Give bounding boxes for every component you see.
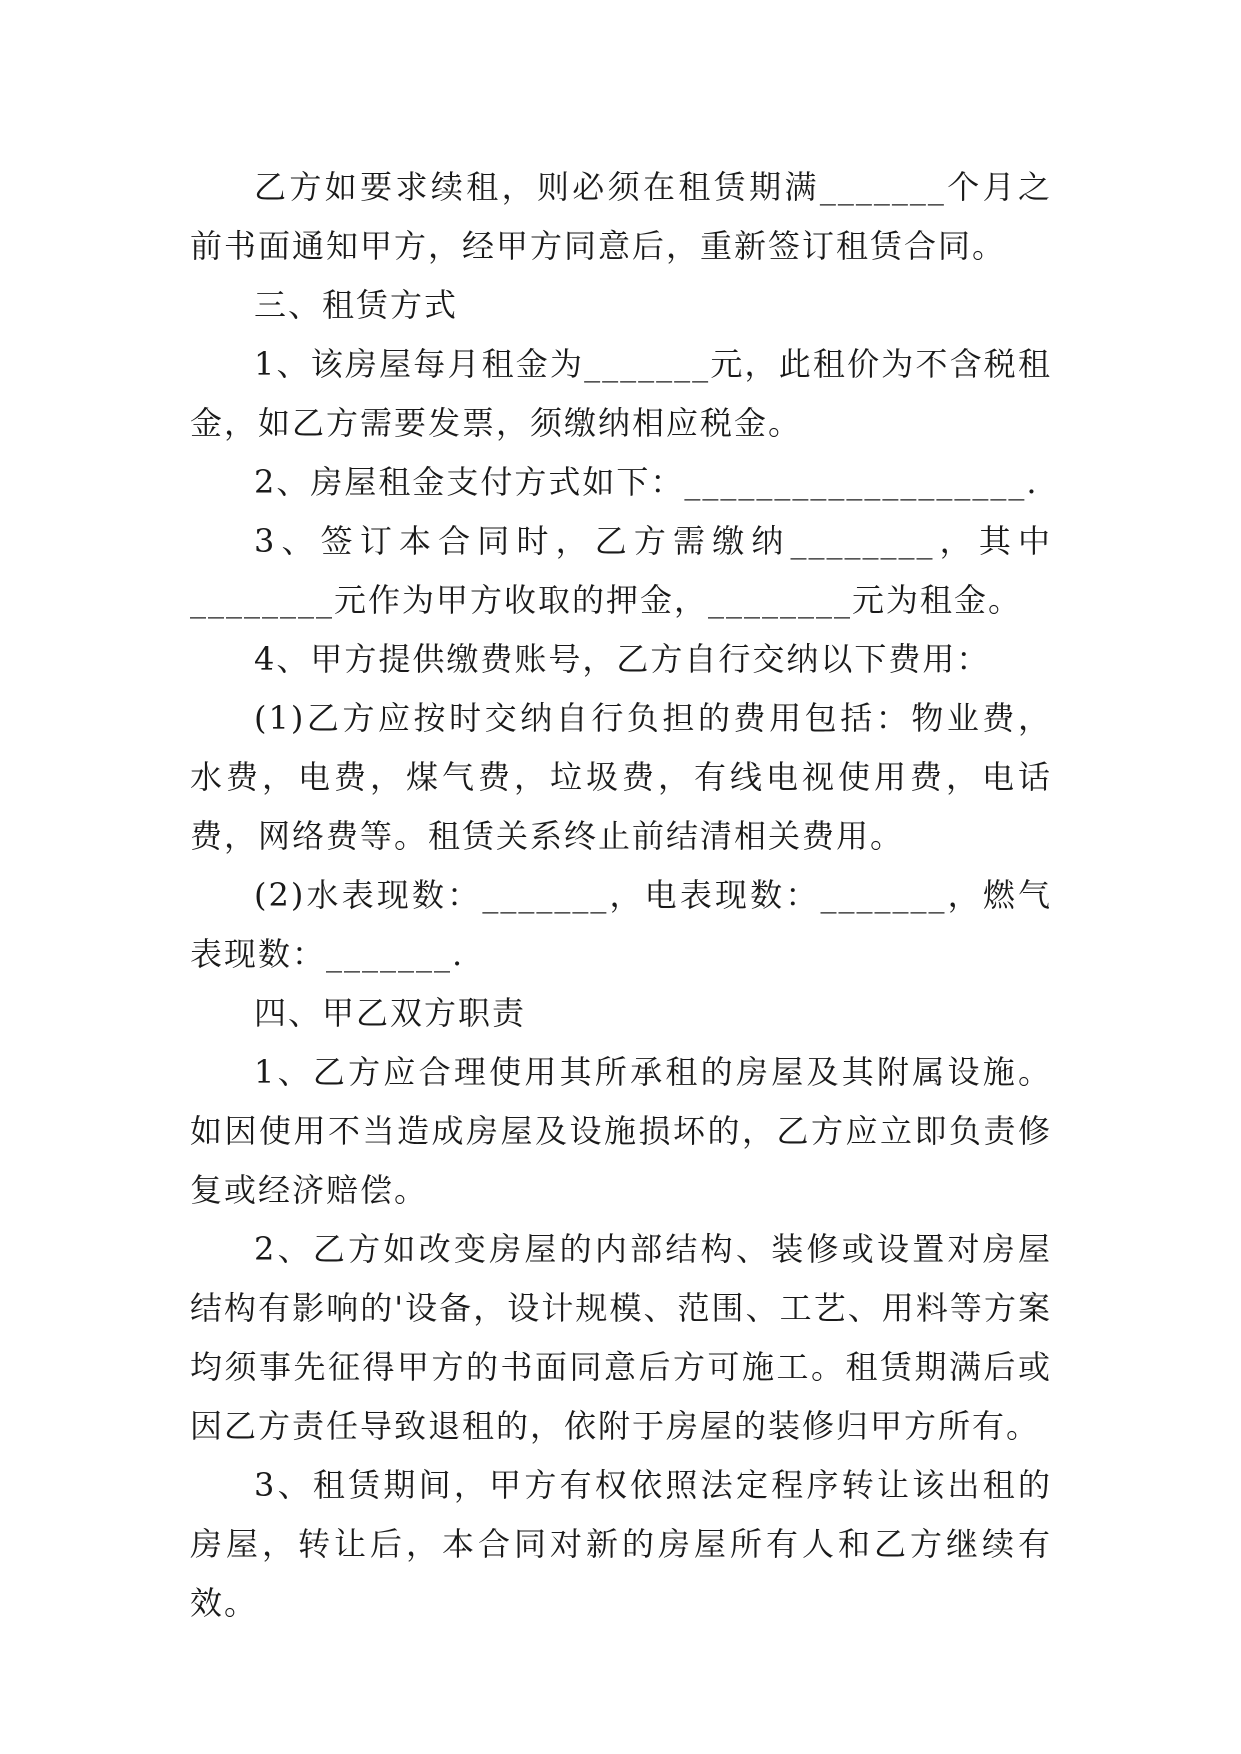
clause-alterations: 2、乙方如改变房屋的内部结构、装修或设置对房屋结构有影响的'设备，设计规模、范围、工艺、用料等方案均须事先征得甲方的书面同意后方可施工。租赁期满后或因乙方责任导致退租的，依附于房屋的装修归甲方所有。 (190, 1230, 1052, 1445)
clause-transfer: 3、租赁期间，甲方有权依照法定程序转让该出租的房屋，转让后，本合同对新的房屋所有人和乙方继续有效。 (190, 1466, 1052, 1622)
clause-payment-method: 2、房屋租金支付方式如下：___________________. (254, 463, 1039, 501)
clause-meter-readings: (2)水表现数：_______，电表现数：_______，燃气表现数：_______. (190, 876, 1052, 973)
clause-fees-list: (1)乙方应按时交纳自行负担的费用包括：物业费，水费，电费，煤气费，垃圾费，有线电视使用费，电话费，网络费等。租赁关系终止前结清相关费用。 (190, 699, 1052, 855)
section-heading-duties: 四、甲乙双方职责 (254, 994, 527, 1032)
clause-monthly-rent: 1、该房屋每月租金为_______元，此租价为不含税租金，如乙方需要发票，须缴纳相应税金。 (190, 345, 1052, 442)
clause-deposit: 3、签订本合同时，乙方需缴纳________，其中________元作为甲方收取的押金，________元为租金。 (190, 522, 1052, 619)
renewal-clause: 乙方如要求续租，则必须在租赁期满_______个月之前书面通知甲方，经甲方同意后，重新签订租赁合同。 (190, 168, 1052, 265)
section-heading-lease-method: 三、租赁方式 (254, 286, 459, 324)
clause-fee-account: 4、甲方提供缴费账号，乙方自行交纳以下费用： (254, 640, 991, 678)
document-body (190, 158, 1052, 1633)
clause-proper-use: 1、乙方应合理使用其所承租的房屋及其附属设施。如因使用不当造成房屋及设施损坏的，乙方应立即负责修复或经济赔偿。 (190, 1053, 1052, 1209)
